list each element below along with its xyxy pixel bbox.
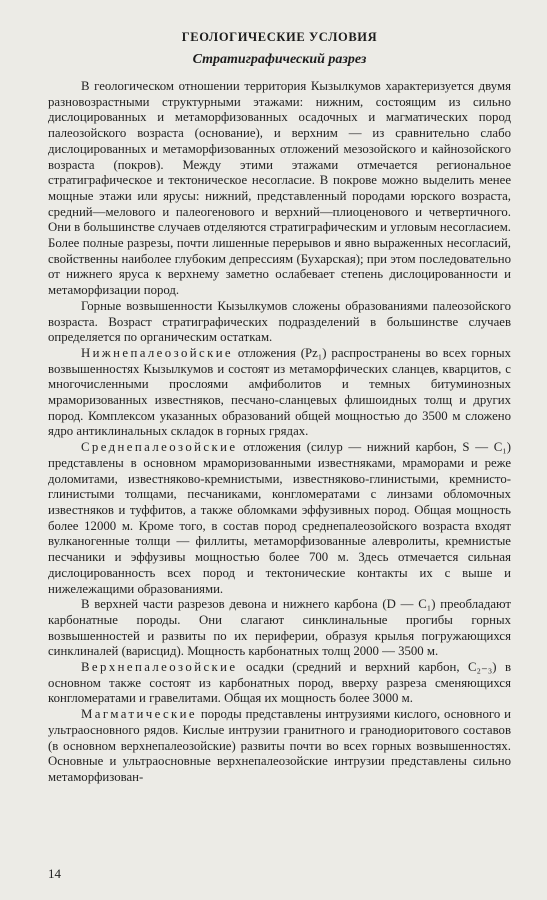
paragraph-text: отложения (силур — нижний карбон, S — C₁) представлены в основном мраморизованными известняками, мраморами и реже доломитами, известняково-кремнистыми, известняково-глинистыми, кремнисто-глинистыми толщами, песчаниками, конгломератами с линзами обломочных известняков и туффитов, а также обломками эффузивных пород. Общая мощность более 12000 м. Кроме того, в состав пород среднепалеозойского возраста входят вулканогенные толщи — филлиты, метаморфизованные алевролиты, кремнистые песчаники и эффузивы мощностью более 700 м. Здесь отмечается сильная дислоцированность всех пород и тектонические контакты их с выше и нижележащими образованиями. xyxy=(48,440,511,596)
paragraph-upper-paleozoic xyxy=(48,660,511,707)
paragraph-lower-paleozoic xyxy=(48,346,511,440)
paragraph-text: В геологическом отношении территория Кызылкумов характеризуется двумя разновозрастными структурными этажами: нижним, состоящим из сильно дислоцированных и метаморфизованных осадочных и магматических пород палеозойского возраста (основание), и верхним — из сравнительно слабо дислоцированных и метаморфизованных отложений мезозойского и кайнозойского возраста (покров). Между этими этажами отмечается региональное стратиграфическое и тектоническое несогласие. В покрове можно выделить менее мощные этажи или ярусы: нижний, представленный породами юрского возраста, средний—мелового и палеогенового и верхний—плиоценового и четвертичного. Они в большинстве случаев отделяются стратиграфическим и угловым несогласием. Более полные разрезы, почти лишенные перерывов и явно выраженных несогласий, свойственны наиболее глубоким депрессиям (Бухарская); при этом последовательно от нижнего яруса к верхнему заметно ослабевает степень дислоцированности и метаморфизации пород. xyxy=(48,79,511,298)
paragraph-text: В верхней части разрезов девона и нижнего карбона (D — C₁) преобладают карбонатные породы. Они слагают синклинальные прогибы горных возвышенностей и развиты по их периферии, образуя крылья погружающихся синклиналей (варисцид). Мощность карбонатных толщ 2000 — 3500 м. xyxy=(48,597,511,659)
paragraph-text: породы представлены интрузиями кислого, основного и ультраосновного рядов. Кислые интрузии гранитного и гранодиоритового составов (в основном верхнепалеозойские) развиты почти во всех горных возвышенностях. Основные и ультраосновные верхнепалеозойские интрузии представлены сильно метаморфизован- xyxy=(48,707,511,784)
paragraph-intro xyxy=(48,79,511,299)
spaced-term: Верхнепалеозойские xyxy=(81,660,238,675)
paragraph-mountains xyxy=(48,299,511,346)
paragraph-devonian-carboniferous xyxy=(48,597,511,660)
paragraph-middle-paleozoic xyxy=(48,440,511,597)
spaced-term: Магматические xyxy=(81,707,197,722)
spaced-term: Среднепалеозойские xyxy=(81,440,238,455)
page-number: 14 xyxy=(48,866,61,881)
body-text xyxy=(48,79,511,786)
paragraph-text: Горные возвышенности Кызылкумов сложены образованиями палеозойского возраста. Возраст стратиграфических подразделений в большинстве случаев определяется по органическим остаткам. xyxy=(48,298,511,345)
paragraph-magmatic xyxy=(48,707,511,786)
paragraph-text: осадки (средний и верхний карбон, C₂₋₃) в основном также состоят из карбонатных пород, вверху разреза сменяющихся конгломератами и гравелитами. Общая их мощность более 3000 м. xyxy=(48,660,511,706)
paragraph-text: отложения (Pz₁) распространены во всех горных возвышенностях Кызылкумов и состоят из метаморфических сланцев, кварцитов, с многочисленными прослоями амфиболитов и темных битуминозных мраморизованных известняков, песчано-сланцевых флишоидных толщ и других пород. Комплексом указанных образований общей мощностью до 3500 м сложено ядро антиклинальных складок в горных грядах. xyxy=(48,345,511,439)
chapter-title: ГЕОЛОГИЧЕСКИЕ УСЛОВИЯ xyxy=(181,30,378,44)
spaced-term: Нижнепалеозойские xyxy=(81,345,234,360)
section-title: Стратиграфический разрез xyxy=(192,52,367,67)
